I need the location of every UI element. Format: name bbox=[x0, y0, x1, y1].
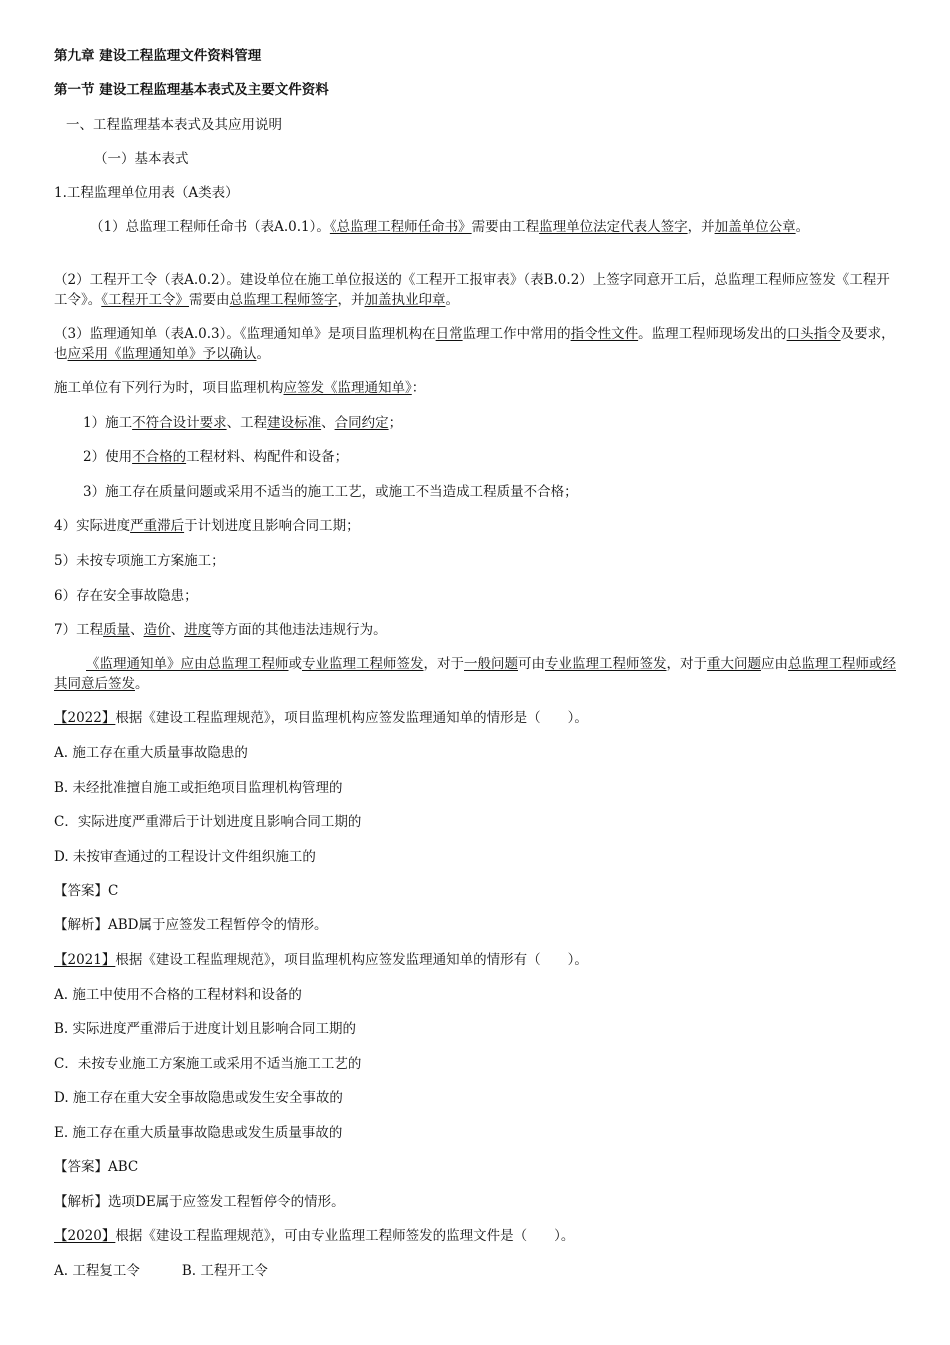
question-2021-option: D. 施工存在重大安全事故隐患或发生安全事故的 bbox=[54, 1090, 343, 1106]
question-2022-option: B. 未经批准擅自施工或拒绝项目监理机构管理的 bbox=[54, 780, 343, 796]
year-tag: 【2020】 bbox=[54, 1228, 116, 1244]
sub-sub-heading: （一）基本表式 bbox=[94, 151, 189, 167]
question-2022-option: C．实际进度严重滞后于计划进度且影响合同工期的 bbox=[54, 814, 362, 830]
question-2020-option-b: B. 工程开工令 bbox=[181, 1263, 268, 1279]
behavior-item-1: 1）施工不符合设计要求、工程建设标准、合同约定； bbox=[83, 415, 403, 431]
behavior-intro: 施工单位有下列行为时，项目监理机构应签发《监理通知单》： bbox=[54, 380, 426, 396]
behavior-item-2: 2）使用不合格的工程材料、构配件和设备； bbox=[83, 449, 349, 465]
sub-heading: 一、工程监理基本表式及其应用说明 bbox=[66, 117, 282, 133]
behavior-item-7: 7）工程质量、造价、进度等方面的其他违法违规行为。 bbox=[54, 622, 387, 638]
behavior-item-5: 5）未按专项施工方案施工； bbox=[54, 553, 225, 569]
question-2020-option-a: A. 工程复工令 bbox=[54, 1263, 140, 1279]
table-a-heading: 1.工程监理单位用表（A类表） bbox=[54, 185, 239, 201]
year-tag: 【2021】 bbox=[54, 952, 116, 968]
section-title: 第一节 建设工程监理基本表式及主要文件资料 bbox=[54, 82, 329, 98]
question-2021-analysis: 【解析】选项DE属于应签发工程暂停令的情形。 bbox=[54, 1194, 345, 1210]
question-2022-option: D. 未按审查通过的工程设计文件组织施工的 bbox=[54, 849, 316, 865]
question-2021-option: C．未按专业施工方案施工或采用不适当施工工艺的 bbox=[54, 1056, 362, 1072]
chapter-title: 第九章 建设工程监理文件资料管理 bbox=[54, 48, 262, 64]
year-tag: 【2022】 bbox=[54, 710, 116, 726]
question-2020-stem: 【2020】根据《建设工程监理规范》，可由专业监理工程师签发的监理文件是（ ）。 bbox=[54, 1228, 575, 1244]
question-2021-stem: 【2021】根据《建设工程监理规范》，项目监理机构应签发监理通知单的情形有（ ）。 bbox=[54, 952, 588, 968]
question-2021-answer: 【答案】ABC bbox=[54, 1159, 139, 1175]
question-2022-analysis: 【解析】ABD属于应签发工程暂停令的情形。 bbox=[54, 917, 328, 933]
behavior-item-4: 4）实际进度严重滞后于计划进度且影响合同工期； bbox=[54, 518, 360, 534]
question-2021-option: B. 实际进度严重滞后于进度计划且影响合同工期的 bbox=[54, 1021, 357, 1037]
question-2020-options bbox=[54, 1262, 268, 1280]
question-2021-option: A. 施工中使用不合格的工程材料和设备的 bbox=[54, 987, 302, 1003]
paragraph-item-1: （1）总监理工程师任命书（表A.0.1）。《总监理工程师任命书》需要由工程监理单位法定代表人签字，并加盖单位公章。 bbox=[90, 219, 810, 235]
behavior-item-3: 3）施工存在质量问题或采用不适当的施工工艺，或施工不当造成工程质量不合格； bbox=[83, 484, 578, 500]
sign-note-paragraph: 《监理通知单》应由总监理工程师或专业监理工程师签发，对于一般问题可由专业监理工程师签发，对于重大问题应由总监理工程师或经其同意后签发。 bbox=[54, 656, 896, 692]
question-2021-option: E. 施工存在重大质量事故隐患或发生质量事故的 bbox=[54, 1125, 343, 1141]
paragraph-item-2: （2）工程开工令（表A.0.2）。建设单位在施工单位报送的《工程开工报审表》（表B.0.2）上签字同意开工后，总监理工程师应签发《工程开工令》。《工程开工令》需要由总监理工程师签字，并加盖执业印章。 bbox=[54, 272, 890, 308]
behavior-item-6: 6）存在安全事故隐患； bbox=[54, 588, 198, 604]
paragraph-item-3: （3）监理通知单（表A.0.3）。《监理通知单》是项目监理机构在日常监理工作中常用的指令性文件。监理工程师现场发出的口头指令及要求，也应采用《监理通知单》予以确认。 bbox=[54, 326, 895, 362]
question-2022-answer: 【答案】C bbox=[54, 883, 119, 899]
question-2022-stem: 【2022】根据《建设工程监理规范》，项目监理机构应签发监理通知单的情形是（ ）。 bbox=[54, 710, 588, 726]
question-2022-option: A. 施工存在重大质量事故隐患的 bbox=[54, 745, 248, 761]
